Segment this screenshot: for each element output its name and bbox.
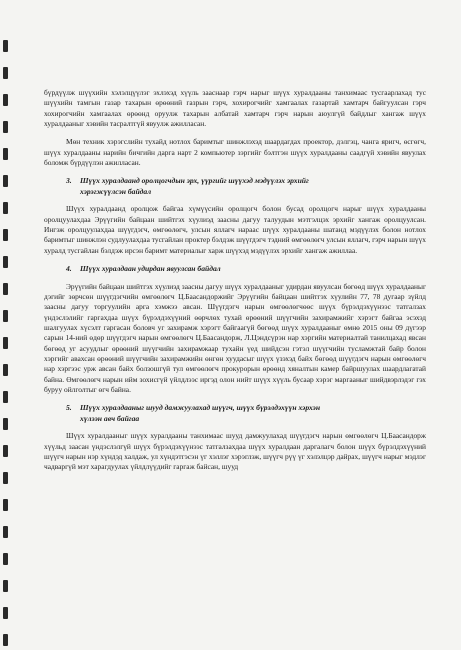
binding-hole [3,499,8,511]
binding-hole [3,40,8,52]
section-number: 3. [66,176,72,186]
section-title: Шүүх хуралдаан удирдан явуулсан байдал [80,264,221,274]
section-number: 4. [66,264,72,274]
paragraph: Эрүүгийн байцаан шийтгэх хүулиэд заасны дагуу шүүх хуралдааныг удирдан явуулсан бөгөөд шүүх хуралдааныг дэгийг зөрчсөн шүүгдэгчийн өмгөөлөгч Ц.Баасандоржийг Эрүүгийн байцаан шийтгэх хүулийн 77, 78 дугаар зүйлд заасны дагуу торгуулийн арга хэмжээ авсан. Шүүгдэгч нарын өмгөөлөгчөөс шүүх бүрэлдэхүүнээс татгалзах үндэслэлийг гаргахдаа шүүх бүрэлдэхүүний өөрчлөх тухай өрөөний шүүгчийн захирамжийг хэрэгт байгаа эсэхэд шалгуулах хүсэлт гаргасан боловч уг захирамж хэрэгт байгаагүй бөгөөд шүүх хуралдааныг өмнө 2015 оны 09 дүгээр сарын 14-ний өдөр шүүгдэгч нарын өмгөөлөгч Ц.Баасандорж, Л.Цэндсүрэн нар хэргийн материалтай танилцахад явсан бөгөөд уг асуудлыг өрөөний шүүгчийн захирамжаар тухайн үед шийдсэн гэтэл шүүгчийн тусламжтай байр болон хэргийг авахсан өрөөний шүүгчийн захирамжийн өнгөн хуудасыг шүүх үзэхэд байх бөгөөд шүүгдэгч нарын өмгөөлөгч нар хэргээс урж авсан байх болзошгүй тул өмгөөлөгч прокурорын өрөөнд хяналтын камер байршуулах шаардлагатай байна. Өмгөөлөгч нарын ийм зохисгүй үйлдлээс иргэд олон нийт шүүх хүүль бусаар хэрэг маргааныг шийдвэрлэдэг гэх буруу ойлголтыг өгч байна. [44,281,426,395]
section-title: Шүүх хуралдаанд оролцогчдын эрх, үүргийг шүүхэд мэдүүлэх эрхийг [80,176,309,186]
binding-hole [3,229,8,241]
binding-hole [3,526,8,538]
document-body [44,88,426,481]
binding-hole [3,607,8,619]
binding-hole [3,634,8,646]
section-heading-4 [44,264,426,275]
section-title-continued: хэрэгжүүлсэн байдал [80,186,152,196]
binding-hole [3,391,8,403]
binding-hole [3,121,8,133]
binding-hole [3,256,8,268]
binding-hole [3,472,8,484]
section-title: Шүүх хуралдааныг шууд дамжуулахад шүүгч, шүүх бүрэлдэхүүн хэрхэн [80,403,321,413]
binding-hole [3,580,8,592]
binding-hole [3,364,8,376]
section-number: 5. [66,403,72,413]
binding-hole [3,148,8,160]
section-heading-5 [44,403,426,424]
binding-hole [3,553,8,565]
section-heading-3 [44,176,426,197]
binding-holes [0,0,14,650]
binding-hole [3,283,8,295]
paragraph: бүрдүүлж шүүхийн хэлэлцүүлэг эхлэхэд хүүль зааснаар гэрч нарыг шүүх хуралдааны танхимаас тусгаарлахад тус шүүхийн тамгын газар тахарын өрөөний газрын гэрч, хохирогчийг хамгаалах газартай хамтарч байгуулсан гэрч хохирогчийн хамгаалах өрөөнд оруулж тахарын албатай хамтарч гэрч нарын аюулгүй байдлыг хангаж шүүх хуралдааныг хэвийн тасралтгүй явуулж ажилласан. [44,88,426,129]
binding-hole [3,202,8,214]
paragraph: Мөн техник хэрэгслийн тухайд нотлох баримтыг шинжлэхэд шаардагдах проектор, дэлгэц, чанга яригч, өсгөгч, шүүх хуралдааны нарийн бичгийн дарга нарт 2 компьютер зэргийг бэлтгэн шүүх хуралдааны саадгүй хэвийн явуулах боломж бүрдүүлэн ажилласан. [44,137,426,168]
binding-hole [3,67,8,79]
binding-hole [3,337,8,349]
paragraph: Шүүх хуралдааныг шүүх хуралдааны танхимаас шууд дамжуулахад шүүгдэгч нарын өмгөөлөгч Ц.Баасандорж хүүльд заасан үндэслэлгүй шүүх бүрэлдэхүүнээс татгалзахдаа шүүх хуралдаан даргалагч болон шүүх бүрэлдэхүүний шүүгч нарын нэр хүндэд халдаж, ул хүндэтгэсэн үг хэллэг хэрэглэж, шүүгч рүү үг хэлэлцэр дайрах, шүүгч нарыг мэдлэг чадваргүй мэт харагдуулах үйлдлүүдийг гаргаж байсан, шууд [44,431,426,472]
binding-hole [3,310,8,322]
binding-hole [3,175,8,187]
binding-hole [3,445,8,457]
binding-hole [3,418,8,430]
faint-header-text [40,12,430,26]
section-title-continued: хүлээн авч байгаа [80,413,140,423]
paragraph: Шүүх хуралдаанд оролцож байгаа хүмүүсийн оролцогч болон бусад оролцогч нарыг шүүх хуралдааны оролцуулахдаа Эрүүгийн байцаан шийтгэх хүулиэд заасны дагуу талуудын мэтгэлцэх эрхийг хангаж оролцуулсан. Ингэж оролцуулахдаа шүүгдэгч, өмгөөлөгч, улсын яллагч нараас шүүх хуралдааны шатанд мэдүүлэх болон нотлох баримтыг шинжлэн судлуулахдаа тусгайлан проктер бэлдэж шүүгдэгч тэдний өмгөөлөгч улсын яллагч, гэрч нарын шүүх хуралд тусгайлан бэлдэж ирсэн баримт материалыг харж шүүхэд мэдүүлэх эрхийг хангаж ажиллаа. [44,204,426,255]
binding-hole [3,94,8,106]
